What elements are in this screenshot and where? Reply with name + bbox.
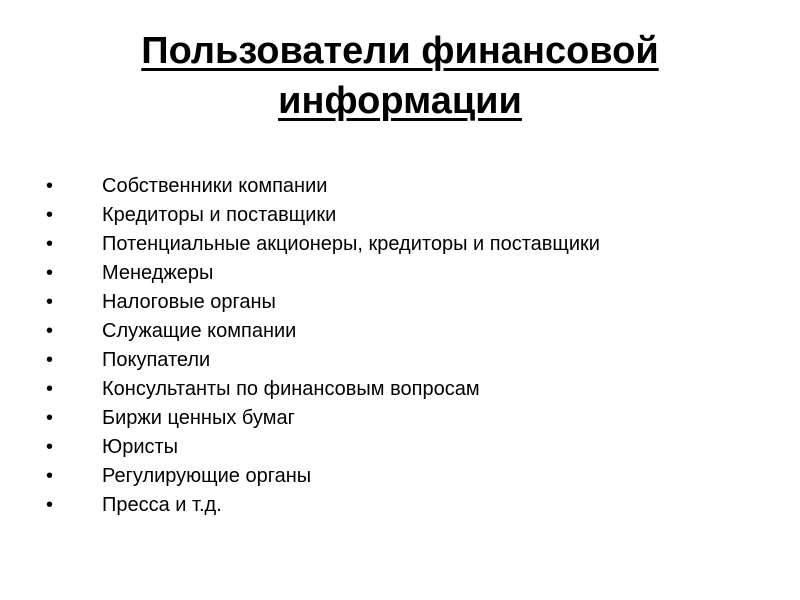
list-item-text: Покупатели: [102, 349, 211, 371]
bullet-icon: •: [46, 407, 54, 429]
list-item: [0, 491, 800, 520]
bullet-icon: •: [46, 320, 54, 342]
bullet-icon: •: [46, 175, 54, 197]
list-item-text: Налоговые органы: [102, 291, 276, 313]
list-item: [0, 375, 800, 404]
list-item: [0, 230, 800, 259]
list-item-text: Консультанты по финансовым вопросам: [102, 378, 480, 400]
bullet-icon: •: [46, 465, 54, 487]
list-item-text: Юристы: [102, 436, 179, 458]
list-item: [0, 462, 800, 491]
list-item: [0, 404, 800, 433]
bullet-icon: •: [46, 233, 54, 255]
list-item-text: Регулирующие органы: [102, 465, 312, 487]
list-item: [0, 172, 800, 201]
slide-title-line-1: Пользователи финансовой: [141, 30, 659, 72]
bullet-icon: •: [46, 436, 54, 458]
bullet-icon: •: [46, 349, 54, 371]
bullet-icon: •: [46, 262, 54, 284]
list-item: [0, 288, 800, 317]
bullet-icon: •: [46, 378, 54, 400]
list-item-text: Кредиторы и поставщики: [102, 204, 337, 226]
slide-title: [40, 26, 760, 126]
list-item-text: Собственники компании: [102, 175, 328, 197]
list-item-text: Биржи ценных бумаг: [102, 407, 295, 429]
list-item-text: Менеджеры: [102, 262, 214, 284]
slide-title-line-2: информации: [278, 80, 522, 122]
list-item: [0, 317, 800, 346]
bullet-list: [0, 172, 800, 520]
list-item: [0, 259, 800, 288]
bullet-icon: •: [46, 291, 54, 313]
list-item-text: Служащие компании: [102, 320, 297, 342]
bullet-icon: •: [46, 494, 54, 516]
list-item: [0, 201, 800, 230]
list-item: [0, 346, 800, 375]
bullet-icon: •: [46, 204, 54, 226]
list-item-text: Пресса и т.д.: [102, 494, 222, 516]
list-item-text: Потенциальные акционеры, кредиторы и поставщики: [102, 233, 600, 255]
list-item: [0, 433, 800, 462]
